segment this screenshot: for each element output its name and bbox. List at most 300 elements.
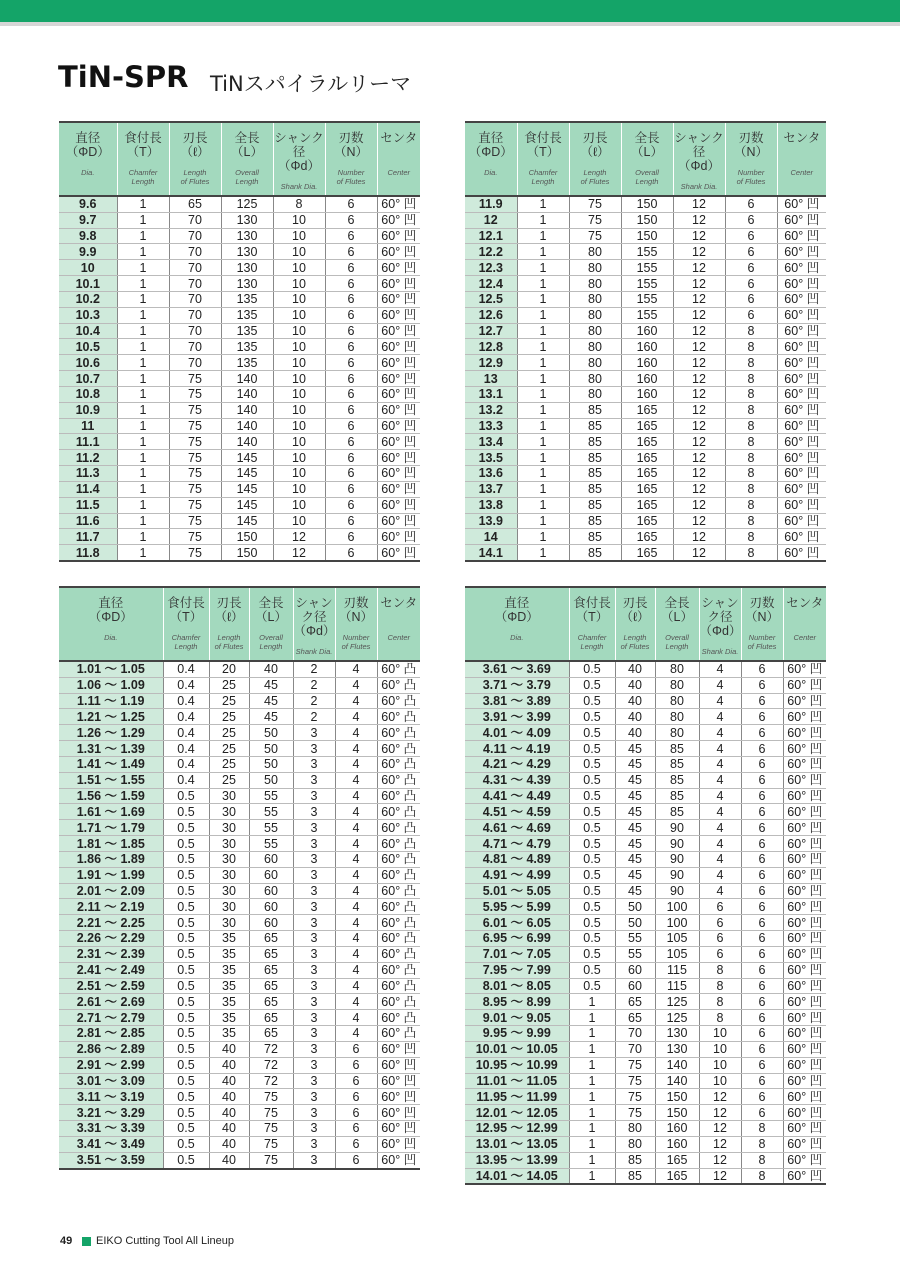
cell-overall: 65	[249, 931, 293, 947]
table-row	[59, 418, 420, 434]
cell-dia: 11	[59, 418, 117, 434]
table-row	[59, 899, 420, 915]
cell-overall: 165	[621, 418, 673, 434]
cell-overall: 165	[621, 497, 673, 513]
cell-chamfer: 1	[117, 212, 169, 228]
cell-flutes: 6	[741, 756, 783, 772]
cell-chamfer: 1	[517, 212, 569, 228]
cell-center: 60° 凹	[777, 386, 826, 402]
cell-center: 60° 凹	[377, 1073, 420, 1089]
cell-dia: 3.41 ～ 3.49	[59, 1136, 163, 1152]
cell-center: 60° 凹	[377, 244, 420, 260]
table-row	[59, 276, 420, 292]
cell-overall: 140	[221, 402, 273, 418]
table-row	[59, 1105, 420, 1121]
cell-shank: 12	[673, 307, 725, 323]
table-row	[465, 371, 826, 387]
cell-chamfer: 1	[117, 481, 169, 497]
cell-chamfer: 1	[117, 244, 169, 260]
cell-dia: 12.5	[465, 291, 517, 307]
cell-overall: 145	[221, 513, 273, 529]
cell-flutes: 4	[335, 851, 377, 867]
cell-dia: 6.01 ～ 6.05	[465, 915, 569, 931]
column-header-en: Length of Flutes	[214, 633, 244, 651]
cell-shank: 12	[673, 371, 725, 387]
cell-overall: 40	[249, 661, 293, 677]
cell-chamfer: 0.5	[569, 867, 615, 883]
cell-overall: 135	[221, 307, 273, 323]
cell-flutes: 8	[741, 1136, 783, 1152]
cell-center: 60° 凹	[783, 946, 826, 962]
cell-flutes: 6	[741, 709, 783, 725]
cell-shank: 10	[273, 386, 325, 402]
cell-flute-len: 25	[209, 709, 249, 725]
cell-chamfer: 0.5	[569, 820, 615, 836]
cell-center: 60° 凸	[377, 915, 420, 931]
cell-overall: 75	[249, 1121, 293, 1137]
cell-center: 60° 凹	[783, 804, 826, 820]
cell-flute-len: 25	[209, 756, 249, 772]
cell-flutes: 8	[725, 450, 777, 466]
cell-chamfer: 1	[517, 228, 569, 244]
cell-center: 60° 凹	[377, 450, 420, 466]
cell-dia: 6.95 ～ 6.99	[465, 931, 569, 947]
cell-center: 60° 凹	[783, 772, 826, 788]
cell-flute-len: 70	[169, 307, 221, 323]
cell-shank: 10	[273, 307, 325, 323]
cell-dia: 4.81 ～ 4.89	[465, 851, 569, 867]
cell-chamfer: 0.5	[163, 1057, 209, 1073]
cell-flutes: 6	[741, 867, 783, 883]
cell-shank: 2	[293, 677, 335, 693]
cell-chamfer: 1	[117, 466, 169, 482]
cell-center: 60° 凸	[377, 994, 420, 1010]
cell-flutes: 6	[325, 481, 377, 497]
cell-shank: 3	[293, 804, 335, 820]
cell-dia: 11.2	[59, 450, 117, 466]
cell-dia: 13.5	[465, 450, 517, 466]
column-header-jp: 全長 （L）	[661, 596, 693, 624]
table-row	[465, 323, 826, 339]
table-row	[465, 962, 826, 978]
table-row	[59, 212, 420, 228]
cell-chamfer: 0.5	[163, 1041, 209, 1057]
cell-overall: 130	[655, 1026, 699, 1042]
cell-center: 60° 凹	[377, 529, 420, 545]
column-header-flutes	[741, 587, 783, 661]
cell-flutes: 6	[335, 1152, 377, 1168]
cell-center: 60° 凸	[377, 693, 420, 709]
cell-center: 60° 凹	[377, 545, 420, 561]
cell-flute-len: 35	[209, 994, 249, 1010]
column-header-en: Length of Flutes	[620, 633, 650, 651]
cell-dia: 10.4	[59, 323, 117, 339]
cell-shank: 4	[699, 867, 741, 883]
column-header-jp: 刃数 （N）	[333, 131, 369, 159]
cell-dia: 13.2	[465, 402, 517, 418]
cell-chamfer: 1	[517, 545, 569, 561]
table-row	[59, 820, 420, 836]
table-row	[59, 677, 420, 693]
header-row	[465, 122, 826, 196]
cell-chamfer: 1	[569, 1010, 615, 1026]
cell-flute-len: 30	[209, 788, 249, 804]
cell-flutes: 6	[725, 196, 777, 212]
cell-shank: 4	[699, 693, 741, 709]
cell-flutes: 6	[725, 244, 777, 260]
cell-shank: 10	[273, 291, 325, 307]
column-header-shank	[273, 122, 325, 196]
cell-flute-len: 85	[569, 529, 621, 545]
table-row	[59, 851, 420, 867]
cell-dia: 1.26 ～ 1.29	[59, 725, 163, 741]
cell-center: 60° 凹	[783, 851, 826, 867]
cell-shank: 12	[273, 529, 325, 545]
cell-dia: 7.95 ～ 7.99	[465, 962, 569, 978]
cell-center: 60° 凹	[777, 371, 826, 387]
table-row	[465, 529, 826, 545]
cell-overall: 75	[249, 1136, 293, 1152]
table-row	[465, 513, 826, 529]
cell-overall: 155	[621, 276, 673, 292]
cell-chamfer: 1	[569, 1057, 615, 1073]
cell-flute-len: 60	[615, 978, 655, 994]
table-row	[465, 883, 826, 899]
cell-dia: 4.01 ～ 4.09	[465, 725, 569, 741]
cell-dia: 2.81 ～ 2.85	[59, 1026, 163, 1042]
column-header-en: Overall Length	[665, 633, 689, 651]
cell-flute-len: 45	[615, 851, 655, 867]
cell-center: 60° 凹	[783, 1105, 826, 1121]
cell-overall: 130	[221, 244, 273, 260]
cell-center: 60° 凹	[783, 978, 826, 994]
cell-chamfer: 0.5	[163, 1121, 209, 1137]
cell-center: 60° 凸	[377, 709, 420, 725]
column-header-chamfer	[569, 587, 615, 661]
column-header-jp: 刃長 （ℓ）	[620, 596, 650, 624]
cell-flute-len: 45	[615, 804, 655, 820]
table-row	[465, 788, 826, 804]
cell-dia: 10.8	[59, 386, 117, 402]
cell-overall: 135	[221, 291, 273, 307]
table-row	[465, 1089, 826, 1105]
column-header-flute-len	[209, 587, 249, 661]
cell-shank: 3	[293, 756, 335, 772]
cell-overall: 145	[221, 481, 273, 497]
cell-center: 60° 凸	[377, 1010, 420, 1026]
cell-shank: 3	[293, 772, 335, 788]
cell-shank: 12	[673, 545, 725, 561]
table-row	[59, 450, 420, 466]
column-header-center	[777, 122, 826, 196]
column-header-overall	[621, 122, 673, 196]
table-row	[465, 450, 826, 466]
cell-shank: 12	[673, 291, 725, 307]
cell-shank: 4	[699, 851, 741, 867]
cell-shank: 6	[699, 915, 741, 931]
table-row	[59, 371, 420, 387]
cell-flutes: 6	[335, 1057, 377, 1073]
table-row	[59, 1073, 420, 1089]
cell-overall: 72	[249, 1041, 293, 1057]
table-row	[465, 804, 826, 820]
cell-flute-len: 70	[169, 323, 221, 339]
cell-overall: 100	[655, 915, 699, 931]
cell-shank: 3	[293, 788, 335, 804]
table-row	[59, 725, 420, 741]
table-row	[465, 899, 826, 915]
table-row	[59, 804, 420, 820]
table-row	[59, 1136, 420, 1152]
cell-overall: 55	[249, 804, 293, 820]
cell-overall: 90	[655, 820, 699, 836]
table-row	[465, 1105, 826, 1121]
cell-flutes: 8	[725, 466, 777, 482]
cell-flute-len: 70	[169, 244, 221, 260]
table-row	[59, 883, 420, 899]
cell-center: 60° 凹	[377, 196, 420, 212]
column-header-en: Number of Flutes	[747, 633, 777, 651]
cell-flute-len: 80	[615, 1136, 655, 1152]
cell-flute-len: 80	[569, 291, 621, 307]
cell-flute-len: 45	[615, 820, 655, 836]
cell-flute-len: 80	[569, 307, 621, 323]
column-header-en: Overall Length	[235, 168, 259, 186]
cell-flute-len: 20	[209, 661, 249, 677]
cell-flute-len: 75	[615, 1073, 655, 1089]
cell-dia: 13.6	[465, 466, 517, 482]
cell-chamfer: 0.4	[163, 693, 209, 709]
cell-dia: 8.95 ～ 8.99	[465, 994, 569, 1010]
table-row	[465, 244, 826, 260]
cell-flute-len: 40	[615, 725, 655, 741]
cell-shank: 4	[699, 741, 741, 757]
cell-chamfer: 1	[517, 513, 569, 529]
cell-overall: 160	[655, 1121, 699, 1137]
cell-flute-len: 45	[615, 788, 655, 804]
cell-overall: 90	[655, 883, 699, 899]
cell-flutes: 4	[335, 1010, 377, 1026]
cell-overall: 55	[249, 788, 293, 804]
cell-chamfer: 0.5	[163, 1105, 209, 1121]
cell-overall: 65	[249, 962, 293, 978]
cell-center: 60° 凸	[377, 725, 420, 741]
header-row	[59, 587, 420, 661]
table-body	[59, 661, 420, 1169]
table-row	[59, 513, 420, 529]
cell-flutes: 8	[725, 497, 777, 513]
cell-flutes: 6	[741, 725, 783, 741]
cell-overall: 135	[221, 355, 273, 371]
cell-center: 60° 凹	[783, 1010, 826, 1026]
column-header-en: Shank Dia.	[295, 647, 333, 656]
cell-flute-len: 80	[569, 244, 621, 260]
table-row	[465, 772, 826, 788]
cell-dia: 4.71 ～ 4.79	[465, 836, 569, 852]
cell-flutes: 6	[725, 228, 777, 244]
cell-center: 60° 凸	[377, 1026, 420, 1042]
cell-chamfer: 0.5	[569, 883, 615, 899]
cell-flute-len: 40	[209, 1089, 249, 1105]
column-header-chamfer	[163, 587, 209, 661]
table-row	[465, 466, 826, 482]
cell-dia: 10	[59, 260, 117, 276]
cell-flutes: 6	[741, 772, 783, 788]
cell-center: 60° 凹	[783, 1057, 826, 1073]
cell-flutes: 6	[335, 1041, 377, 1057]
table-row	[59, 946, 420, 962]
table-body	[59, 196, 420, 561]
cell-flutes: 4	[335, 693, 377, 709]
cell-flutes: 8	[741, 1168, 783, 1184]
cell-center: 60° 凸	[377, 899, 420, 915]
cell-flute-len: 25	[209, 725, 249, 741]
cell-flutes: 6	[325, 244, 377, 260]
table-row	[465, 1121, 826, 1137]
cell-flute-len: 75	[569, 196, 621, 212]
cell-flute-len: 25	[209, 677, 249, 693]
cell-flutes: 6	[325, 418, 377, 434]
cell-center: 60° 凹	[783, 709, 826, 725]
column-header-jp: 全長 （L）	[255, 596, 287, 624]
table-row	[59, 434, 420, 450]
cell-shank: 12	[673, 418, 725, 434]
cell-flute-len: 70	[615, 1026, 655, 1042]
cell-center: 60° 凹	[377, 1041, 420, 1057]
cell-chamfer: 1	[517, 355, 569, 371]
cell-chamfer: 0.5	[569, 962, 615, 978]
cell-dia: 2.41 ～ 2.49	[59, 962, 163, 978]
cell-chamfer: 0.5	[569, 756, 615, 772]
cell-overall: 80	[655, 693, 699, 709]
cell-center: 60° 凹	[377, 339, 420, 355]
cell-dia: 2.21 ～ 2.25	[59, 915, 163, 931]
cell-chamfer: 1	[517, 339, 569, 355]
column-header-overall	[655, 587, 699, 661]
column-header-dia	[465, 587, 569, 661]
cell-overall: 45	[249, 677, 293, 693]
cell-dia: 11.6	[59, 513, 117, 529]
table-row	[59, 931, 420, 947]
column-header-jp: シャンク径 （Φd）	[699, 596, 742, 638]
cell-flutes: 6	[725, 307, 777, 323]
cell-flute-len: 85	[569, 513, 621, 529]
table-row	[465, 1136, 826, 1152]
cell-shank: 12	[673, 497, 725, 513]
cell-shank: 10	[273, 402, 325, 418]
cell-dia: 2.91 ～ 2.99	[59, 1057, 163, 1073]
table-row	[465, 339, 826, 355]
cell-flutes: 6	[725, 260, 777, 276]
table-row	[59, 323, 420, 339]
cell-flutes: 6	[335, 1121, 377, 1137]
cell-shank: 3	[293, 725, 335, 741]
cell-dia: 11.5	[59, 497, 117, 513]
cell-shank: 6	[699, 899, 741, 915]
cell-shank: 10	[273, 418, 325, 434]
cell-dia: 12.8	[465, 339, 517, 355]
table-header	[59, 587, 420, 661]
cell-flutes: 4	[335, 661, 377, 677]
cell-center: 60° 凹	[783, 867, 826, 883]
cell-flute-len: 75	[569, 228, 621, 244]
cell-shank: 8	[273, 196, 325, 212]
cell-overall: 160	[655, 1136, 699, 1152]
cell-flute-len: 80	[569, 323, 621, 339]
table-row	[59, 291, 420, 307]
cell-dia: 11.7	[59, 529, 117, 545]
cell-shank: 10	[273, 481, 325, 497]
cell-dia: 5.95 ～ 5.99	[465, 899, 569, 915]
column-header-en: Length of Flutes	[180, 168, 210, 186]
cell-flute-len: 35	[209, 1026, 249, 1042]
cell-dia: 10.3	[59, 307, 117, 323]
cell-flute-len: 85	[569, 481, 621, 497]
cell-chamfer: 0.5	[569, 725, 615, 741]
table-row	[59, 867, 420, 883]
column-header-overall	[221, 122, 273, 196]
spec-table-top-right	[465, 121, 826, 562]
column-header-en: Dia.	[510, 633, 524, 642]
cell-chamfer: 0.4	[163, 661, 209, 677]
table-row	[59, 402, 420, 418]
cell-shank: 3	[293, 883, 335, 899]
cell-flute-len: 80	[569, 276, 621, 292]
table-row	[59, 788, 420, 804]
cell-center: 60° 凹	[777, 212, 826, 228]
cell-chamfer: 0.5	[569, 931, 615, 947]
column-header-shank	[699, 587, 741, 661]
cell-chamfer: 1	[517, 371, 569, 387]
cell-chamfer: 1	[117, 371, 169, 387]
header-row	[465, 587, 826, 661]
cell-overall: 90	[655, 851, 699, 867]
cell-flutes: 4	[335, 741, 377, 757]
table-row	[465, 741, 826, 757]
cell-flute-len: 30	[209, 899, 249, 915]
cell-shank: 8	[699, 994, 741, 1010]
cell-overall: 85	[655, 741, 699, 757]
cell-dia: 1.01 ～ 1.05	[59, 661, 163, 677]
cell-overall: 160	[621, 386, 673, 402]
cell-flute-len: 25	[209, 741, 249, 757]
cell-dia: 5.01 ～ 5.05	[465, 883, 569, 899]
cell-flute-len: 30	[209, 820, 249, 836]
column-header-en: Center	[387, 168, 410, 177]
cell-flutes: 6	[741, 677, 783, 693]
cell-flute-len: 40	[209, 1136, 249, 1152]
cell-center: 60° 凹	[777, 323, 826, 339]
product-title: TiN-SPR	[58, 60, 189, 94]
cell-overall: 125	[655, 994, 699, 1010]
cell-dia: 11.3	[59, 466, 117, 482]
cell-chamfer: 1	[517, 260, 569, 276]
cell-dia: 12.9	[465, 355, 517, 371]
cell-overall: 130	[221, 276, 273, 292]
cell-shank: 4	[699, 725, 741, 741]
cell-shank: 3	[293, 1136, 335, 1152]
cell-shank: 3	[293, 741, 335, 757]
cell-dia: 9.9	[59, 244, 117, 260]
cell-center: 60° 凹	[783, 1121, 826, 1137]
cell-overall: 65	[249, 946, 293, 962]
cell-center: 60° 凹	[783, 788, 826, 804]
table-row	[465, 915, 826, 931]
column-header-jp: センタ	[380, 596, 418, 610]
cell-overall: 50	[249, 772, 293, 788]
table-row	[59, 386, 420, 402]
cell-dia: 2.31 ～ 2.39	[59, 946, 163, 962]
